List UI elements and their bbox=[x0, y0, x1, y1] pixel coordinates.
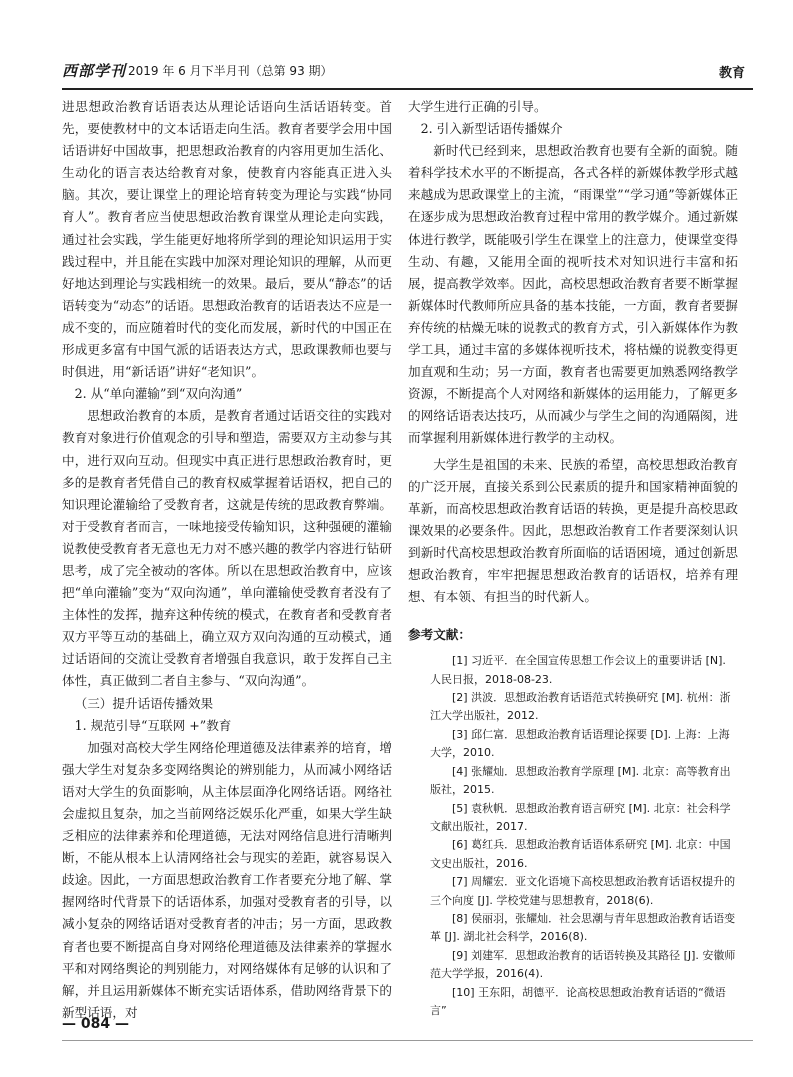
paragraph: 加强对高校大学生网络伦理道德及法律素养的培育，增强大学生对复杂多变网络舆论的辨别能力，从而减小网络话语对大学生的负面影响，从主体层面净化网络话语。网络社会虚拟且复杂，加之当前网络泛娱乐化严重，如果大学生缺乏相应的法律素养和伦理道德，无法对网络信息进行清晰判断，不能从根本上认清网络社会与现实的差距，就容易误入歧途。因此，一方面思想政治教育工作者要充分地了解、掌握网络时代背景下的话语体系，加强对受教育者的引导，以减小复杂的网络话语对受教育者的冲击；另一方面，思政教育者也要不断提高自身对网络伦理道德及法律素养的掌握水平和对网络舆论的判别能力，对网络媒体有足够的认识和了解，并且运用新媒体不断充实话语体系，借助网络背景下的新型话语，对 bbox=[62, 739, 392, 1020]
subheading: 2. 从“单向灌输”到“双向沟通” bbox=[74, 386, 243, 402]
right-column bbox=[408, 96, 738, 1020]
reference-item: [6] 葛红兵．思想政治教育话语体系研究 [M]. 北京：中国文史出版社，2016. bbox=[430, 838, 731, 870]
paragraph: 新时代已经到来，思想政治教育也要有全新的面貌。随着科学技术水平的不断提高，各式各样的新媒体教学形式越来越成为思政课堂上的主流，“雨课堂”“学习通”等新媒体正在逐步成为思想政治教育过程中常用的教学媒介。通过新媒体进行教学，既能吸引学生在课堂上的注意力，使课堂变得生动、有趣，又能用全面的视听技术对知识进行丰富和拓展，提高教学效率。因此，高校思想政治教育者要不断掌握新媒体时代教师所应具备的基本技能，一方面，教育者要摒弃传统的枯燥无味的说教式的教育方式，引入新媒体作为教学工具，通过丰富的多媒体视听技术，将枯燥的说教变得更加直观和生动；另一方面，教育者也需要更加熟悉网络教学资源，不断提高个人对网络和新媒体的运用能力，了解更多的网络话语表达技巧，从而减少与学生之间的沟通隔阂，进而掌握利用新媒体进行教学的主动权。 bbox=[408, 143, 738, 446]
reference-item: [3] 邱仁富．思想政治教育话语理论探要 [D]. 上海：上海大学，2010. bbox=[430, 727, 730, 760]
paragraph: 大学生进行正确的引导。 bbox=[408, 99, 547, 114]
references-title: 参考文献： bbox=[408, 627, 471, 643]
left-column bbox=[62, 96, 392, 1024]
page-header bbox=[62, 58, 753, 88]
reference-item: [5] 袁秋帆．思想政治教育语言研究 [M]. 北京：社会科学文献出版社，2017. bbox=[430, 801, 731, 833]
issue-line: 2019 年 6 月下半月刊（总第 93 期） bbox=[128, 64, 333, 78]
reference-item: [8] 侯丽羽，张耀灿．社会思潮与青年思想政治教育话语变革 [J]. 湖北社会科学，2016(8). bbox=[430, 911, 736, 944]
reference-item: [1] 习近平．在全国宣传思想工作会议上的重要讲话 [N]. 人民日报，2018-08-23. bbox=[430, 654, 726, 686]
references-list bbox=[408, 652, 738, 1020]
header-rule bbox=[62, 88, 753, 90]
footer-rule bbox=[62, 1040, 753, 1041]
subheading: 2. 引入新型话语传播媒介 bbox=[420, 121, 563, 137]
reference-item: [4] 张耀灿．思想政治教育学原理 [M]. 北京：高等教育出版社，2015. bbox=[430, 764, 731, 797]
subheading: 1. 规范引导“互联网 +”教育 bbox=[74, 717, 232, 733]
journal-logo: 西部学刊 bbox=[62, 62, 127, 80]
paragraph: 思想政治教育的本质，是教育者通过话语交往的实践对教育对象进行价值观念的引导和塑造，需要双方主动参与其中，进行双向互动。但现实中真正进行思想政治教育时，更多的是教育者凭借自己的教育权威掌握着话语权，把自己的知识理论灌输给了受教育者，这就是传统的思政教育弊端。对于受教育者而言，一味地接受传输知识，这种强硬的灌输说教使受教育者无意也无力对不感兴趣的教学内容进行钻研思考，成了完全被动的客体。所以在思想政治教育中，应该把“单向灌输”变为“双向沟通”，单向灌输使受教育者没有了主体性的发挥，抛弃这种传统的模式，在教育者和受教育者双方平等互动的基础上，确立双方双向沟通的互动模式，通过话语间的交流让受教育者增强自我意识，敢于发挥自己主体性，真正做到二者自主参与、“双向沟通”。 bbox=[62, 408, 392, 689]
reference-item: [10] 王东阳，胡德平．论高校思想政治教育话语的“微语言” bbox=[430, 985, 726, 1017]
paragraph: 大学生是祖国的未来、民族的希望，高校思想政治教育的广泛开展，直接关系到公民素质的提升和国家精神面貌的革新，而高校思想政治教育话语的转换，更是提升高校思政课效果的必要条件。因此，思想政治教育工作者要深刻认识到新时代高校思想政治教育所面临的话语困境，通过创新思想政治教育，牢牢把握思想政治教育的话语权，培养有理想、有本领、有担当的时代新人。 bbox=[408, 456, 738, 605]
page-number: — 084 — bbox=[62, 1016, 129, 1032]
reference-item: [7] 周耀宏．亚文化语境下高校思想政治教育话语权提升的三个向度 [J]. 学校党建与思想教育，2018(6). bbox=[430, 875, 736, 907]
section-heading: （三）提升话语传播效果 bbox=[74, 695, 214, 711]
paragraph: 进思想政治教育话语表达从理论话语向生活话语转变。首先，要使教材中的文本话语走向生活。教育者要学会用中国话语讲好中国故事，把思想政治教育的内容用更加生活化、生动化的语言表达给教育对象，使教育内容能真正进入头脑。其次，要让课堂上的理论培育转变为理论与实践“协同育人”。教育者应当使思想政治教育课堂从理论走向实践，通过社会实践，学生能更好地将所学到的理论知识运用于实践过程中，并且能在实践中加深对理论知识的理解，从而更好地达到理论与实践相统一的效果。最后，要从“静态”的话语转变为“动态”的话语。思想政治教育的话语表达不应是一成不变的，而应随着时代的变化而发展，新时代的中国正在形成更多富有中国气派的话语表达方式，思政课教师也要与时俱进，用“新话语”讲好“老知识”。 bbox=[62, 99, 392, 380]
section-tag: 教育 bbox=[718, 66, 745, 81]
reference-item: [9] 刘建军．思想政治教育的话语转换及其路径 [J]. 安徽师范大学学报，2016(4). bbox=[430, 948, 736, 981]
reference-item: [2] 洪波．思想政治教育话语范式转换研究 [M]. 杭州：浙江大学出版社，2012. bbox=[430, 691, 731, 723]
